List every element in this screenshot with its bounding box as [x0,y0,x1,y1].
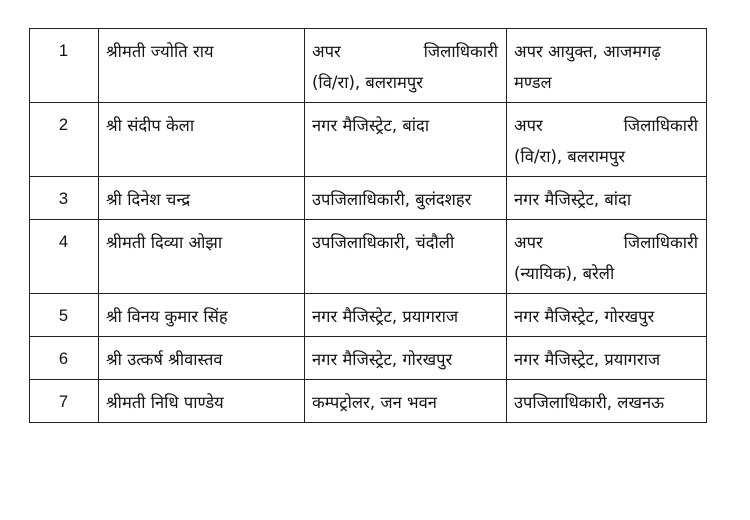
posting-text: कम्पट्रोलर, जन भवन [312,393,437,412]
table-row [30,103,707,177]
current-posting [305,337,507,380]
serial-number: 1 [30,29,99,103]
serial-number: 4 [30,220,99,294]
table-row [30,294,707,337]
posting-text: (न्यायिक), बरेली [514,264,615,283]
posting-text: नगर मैजिस्ट्रेट, बांदा [514,190,632,209]
table-row [30,177,707,220]
posting-text: (वि/रा), बलरामपुर [514,147,626,166]
serial-number: 7 [30,380,99,423]
officer-name: श्री संदीप केला [99,103,305,177]
new-posting [507,337,707,380]
current-posting [305,220,507,294]
current-posting [305,29,507,103]
officer-name: श्रीमती निधि पाण्डेय [99,380,305,423]
posting-text: उपजिलाधिकारी, लखनऊ [514,393,665,412]
posting-text: अपर [312,42,341,61]
posting-text: उपजिलाधिकारी, बुलंदशहर [312,190,472,209]
posting-text: जिलाधिकारी [623,116,698,135]
new-posting [507,103,707,177]
posting-text: जिलाधिकारी [623,233,698,252]
serial-number: 5 [30,294,99,337]
new-posting [507,29,707,103]
posting-text: नगर मैजिस्ट्रेट, बांदा [312,116,430,135]
new-posting [507,177,707,220]
posting-text: उपजिलाधिकारी, चंदौली [312,233,455,252]
officer-name: श्रीमती ज्योति राय [99,29,305,103]
officer-name: श्री उत्कर्ष श्रीवास्तव [99,337,305,380]
serial-number: 2 [30,103,99,177]
posting-text: नगर मैजिस्ट्रेट, गोरखपुर [514,307,655,326]
officer-name: श्री विनय कुमार सिंह [99,294,305,337]
current-posting [305,380,507,423]
table-row [30,29,707,103]
current-posting [305,177,507,220]
officer-name: श्री दिनेश चन्द्र [99,177,305,220]
current-posting [305,103,507,177]
table-row [30,380,707,423]
posting-text: नगर मैजिस्ट्रेट, प्रयागराज [312,307,459,326]
serial-number: 6 [30,337,99,380]
new-posting [507,220,707,294]
officer-transfer-table [29,28,707,423]
posting-text: नगर मैजिस्ट्रेट, प्रयागराज [514,350,661,369]
serial-number: 3 [30,177,99,220]
posting-text: जिलाधिकारी [423,42,498,61]
new-posting [507,380,707,423]
officer-name: श्रीमती दिव्या ओझा [99,220,305,294]
posting-text: नगर मैजिस्ट्रेट, गोरखपुर [312,350,453,369]
table-row [30,337,707,380]
new-posting [507,294,707,337]
posting-text: अपर [514,233,543,252]
posting-text: मण्डल [514,73,552,92]
posting-text: (वि/रा), बलरामपुर [312,73,424,92]
posting-text: अपर आयुक्त, आजमगढ़ [514,42,661,61]
posting-text: अपर [514,116,543,135]
table-row [30,220,707,294]
current-posting [305,294,507,337]
